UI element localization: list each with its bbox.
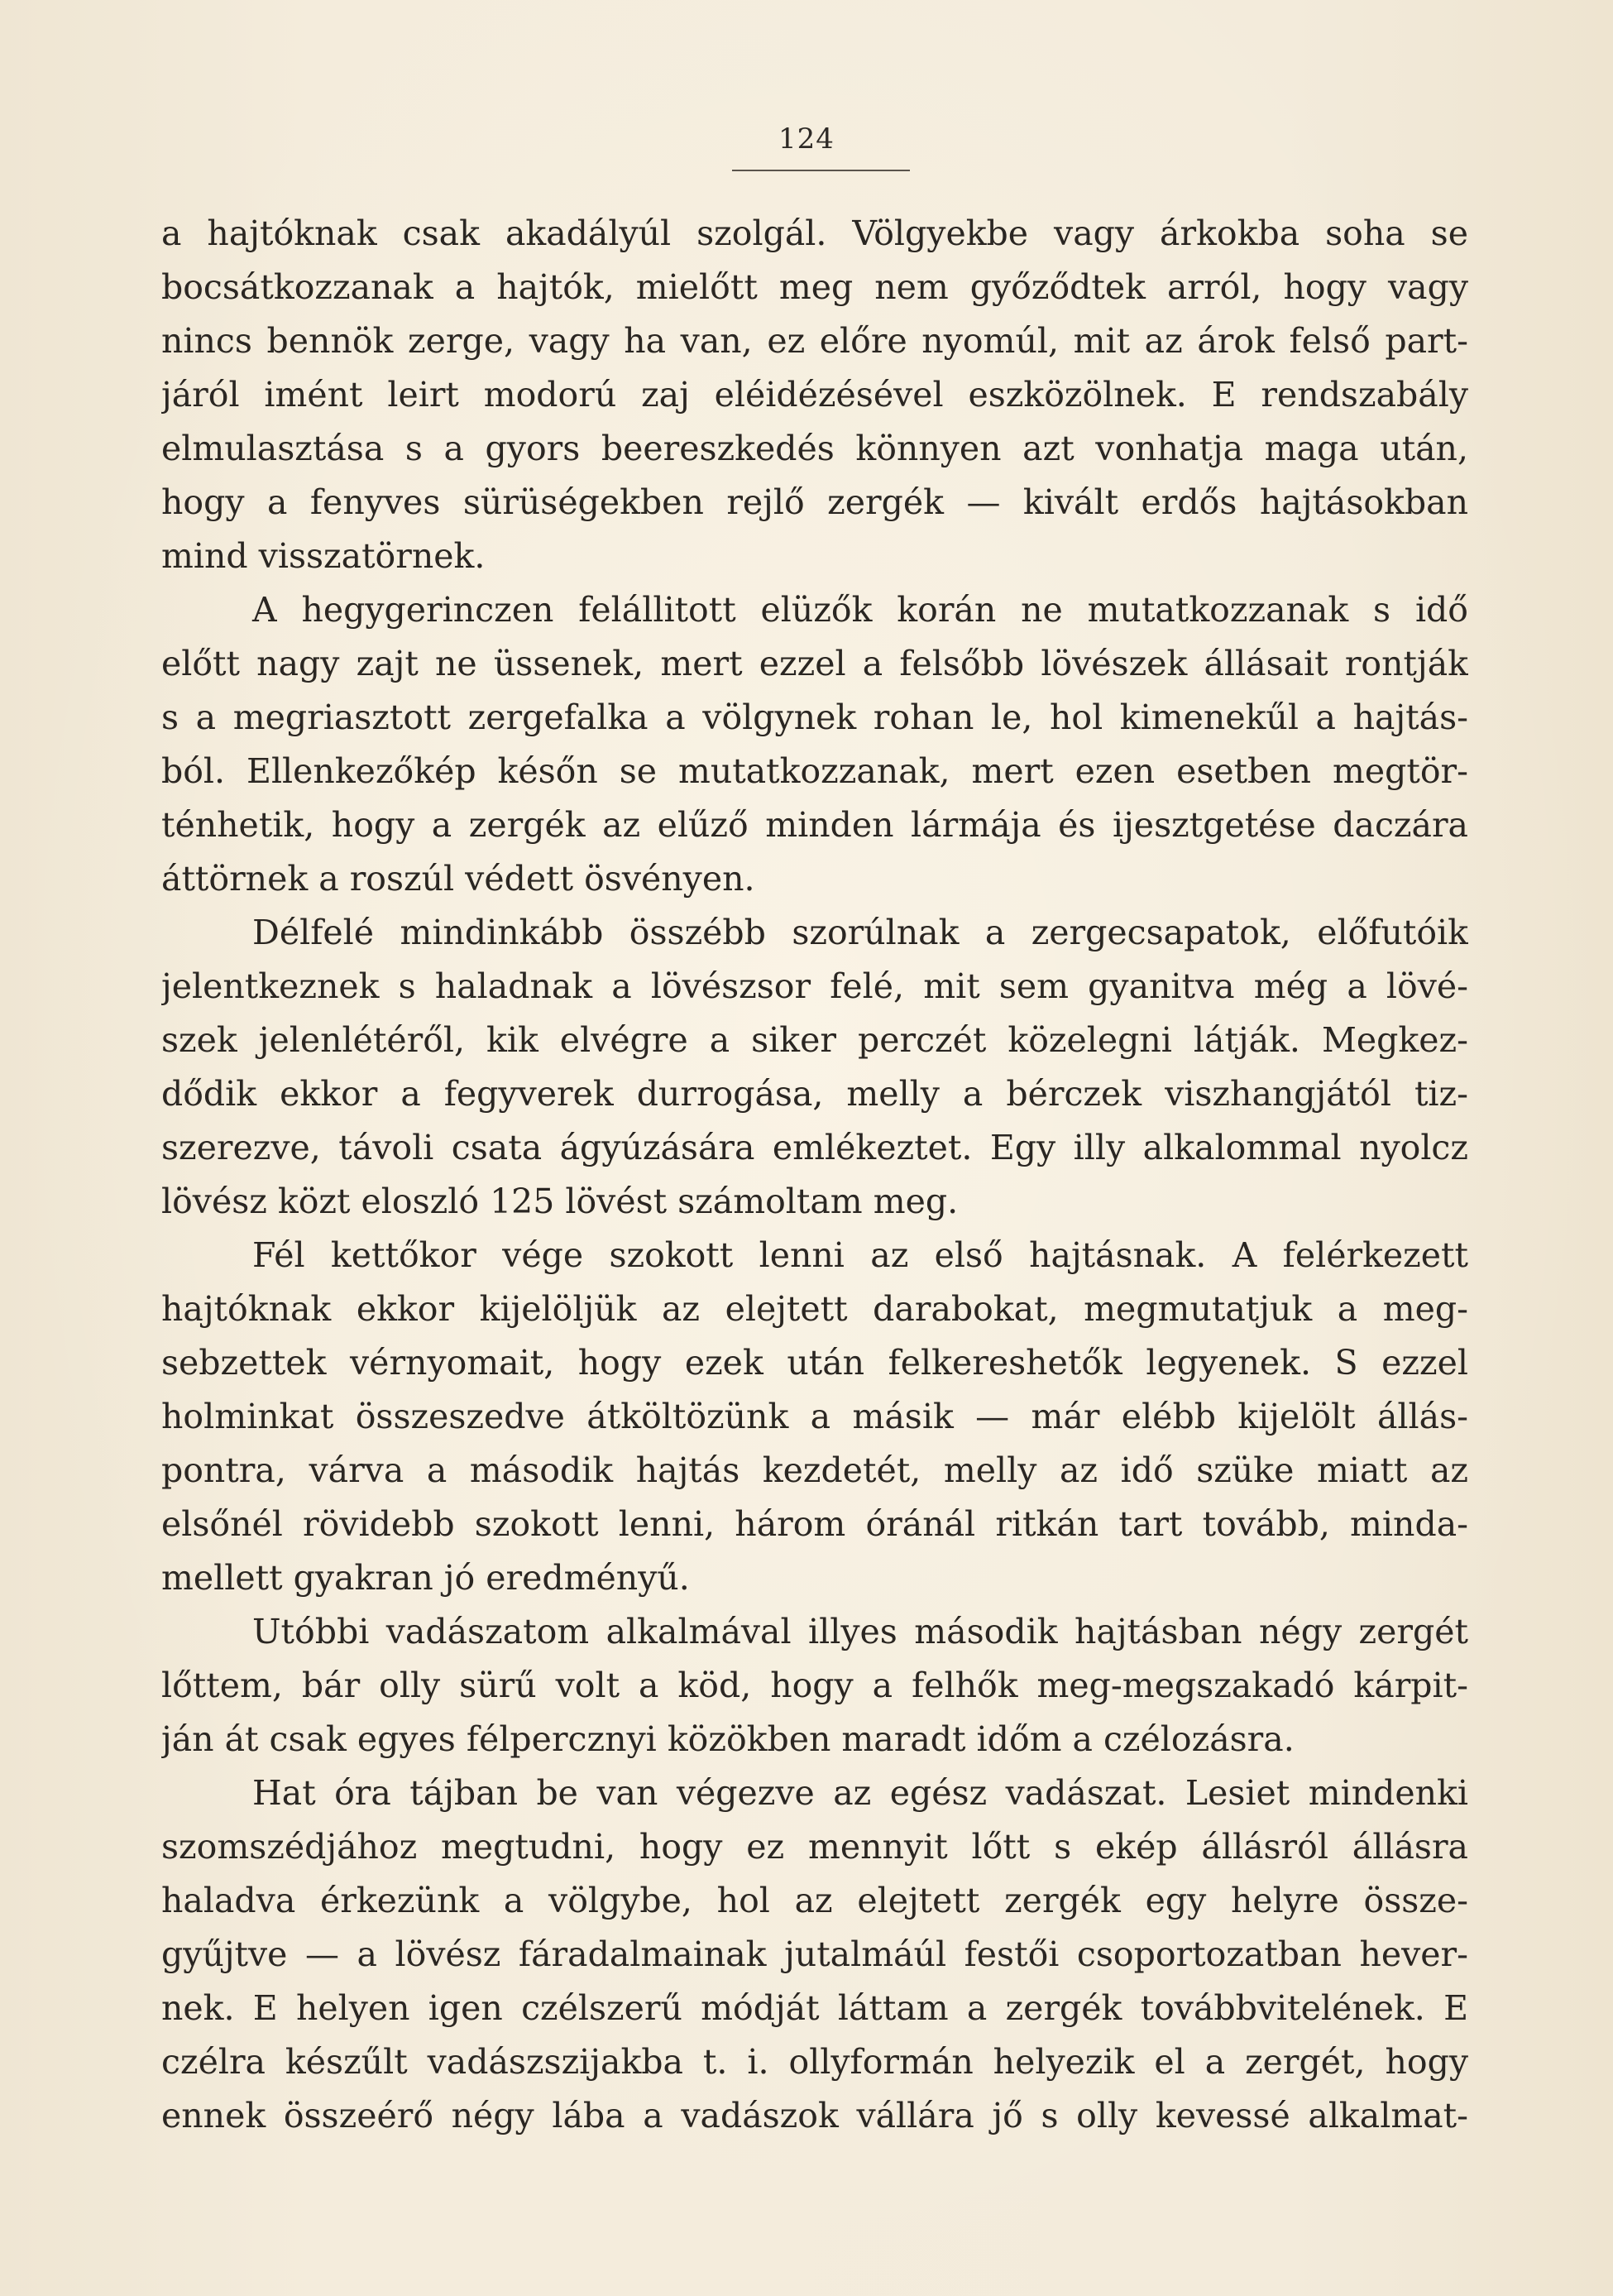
text-line: nincs bennök zerge, vagy ha van, ez előre nyomúl, mit az árok felső part-	[161, 321, 1468, 361]
text-line: a hajtóknak csak akadályúl szolgál. Völgyekbe vagy árkokba soha se	[161, 213, 1468, 253]
text-line: jelentkeznek s haladnak a lövészsor felé, mit sem gyanitva még a lövé-	[161, 966, 1468, 1006]
text-line: elsőnél rövidebb szokott lenni, három óránál ritkán tart tovább, minda-	[161, 1504, 1468, 1544]
text-line: szomszédjához megtudni, hogy ez mennyit lőtt s ekép állásról állásra	[161, 1827, 1468, 1867]
text-line: gyűjtve — a lövész fáradalmainak jutalmáúl festői csoportozatban hever-	[161, 1934, 1468, 1974]
text-line: A hegygerinczen felállitott elüzők korán ne mutatkozzanak s idő	[252, 590, 1468, 630]
text-line: holminkat összeszedve átköltözünk a másik — már elébb kijelölt állás-	[161, 1397, 1468, 1436]
text-line: lövész közt eloszló 125 lövést számoltam meg.	[161, 1182, 959, 1221]
text-line: czélra készűlt vadászszijakba t. i. ollyformán helyezik el a zergét, hogy	[161, 2042, 1468, 2082]
text-line: hajtóknak ekkor kijelöljük az elejtett darabokat, megmutatjuk a meg-	[161, 1289, 1468, 1329]
text-line: Délfelé mindinkább összébb szorúlnak a zergecsapatok, előfutóik	[252, 913, 1468, 952]
text-line: járól imént leirt modorú zaj eléidézésével eszközölnek. E rendszabály	[161, 375, 1468, 415]
text-line: nek. E helyen igen czélszerű módját láttam a zergék továbbvitelének. E	[161, 1988, 1468, 2028]
text-line: hogy a fenyves sürüségekben rejlő zergék — kivált erdős hajtásokban	[161, 482, 1468, 522]
text-line: dődik ekkor a fegyverek durrogása, melly a bérczek viszhangjától tiz-	[161, 1074, 1468, 1114]
text-line: Fél kettőkor vége szokott lenni az első hajtásnak. A felérkezett	[252, 1235, 1468, 1275]
text-line: elmulasztása s a gyors beereszkedés könnyen azt vonhatja maga után,	[161, 429, 1468, 468]
text-line: mind visszatörnek.	[161, 536, 486, 576]
text-line: ténhetik, hogy a zergék az elűző minden lármája és ijesztgetése daczára	[161, 805, 1468, 845]
text-line: Utóbbi vadászatom alkalmával illyes második hajtásban négy zergét	[252, 1612, 1468, 1651]
text-line: szerezve, távoli csata ágyúzására emlékeztet. Egy illy alkalommal nyolcz	[161, 1128, 1468, 1167]
text-line: ján át csak egyes félpercznyi közökben maradt időm a czélozásra.	[161, 1719, 1295, 1759]
text-line: ból. Ellenkezőkép későn se mutatkozzanak, mert ezen esetben megtör-	[161, 751, 1468, 791]
header-rule	[732, 170, 910, 171]
text-line: sebzettek vérnyomait, hogy ezek után felkereshetők legyenek. S ezzel	[161, 1343, 1468, 1383]
text-line: pontra, várva a második hajtás kezdetét, melly az idő szüke miatt az	[161, 1450, 1468, 1490]
text-line: Hat óra tájban be van végezve az egész vadászat. Lesiet mindenki	[252, 1773, 1468, 1813]
text-line: lőttem, bár olly sürű volt a köd, hogy a felhők meg-megszakadó kárpit-	[161, 1666, 1468, 1705]
text-line: s a megriasztott zergefalka a völgynek rohan le, hol kimenekűl a hajtás-	[161, 697, 1468, 737]
text-line: mellett gyakran jó eredményű.	[161, 1558, 690, 1598]
text-line: ennek összeérő négy lába a vadászok vállára jő s olly kevessé alkalmat-	[161, 2096, 1468, 2135]
text-line: áttörnek a roszúl védett ösvényen.	[161, 859, 755, 899]
text-line: szek jelenlétéről, kik elvégre a siker perczét közelegni látják. Megkez-	[161, 1020, 1468, 1060]
text-line: bocsátkozzanak a hajtók, mielőtt meg nem győződtek arról, hogy vagy	[161, 267, 1468, 307]
text-line: haladva érkezünk a völgybe, hol az elejtett zergék egy helyre össze-	[161, 1881, 1468, 1920]
text-line: előtt nagy zajt ne üssenek, mert ezzel a felsőbb lövészek állásait rontják	[161, 644, 1468, 683]
body-text	[161, 207, 1468, 2143]
page-number: 124	[778, 122, 835, 156]
